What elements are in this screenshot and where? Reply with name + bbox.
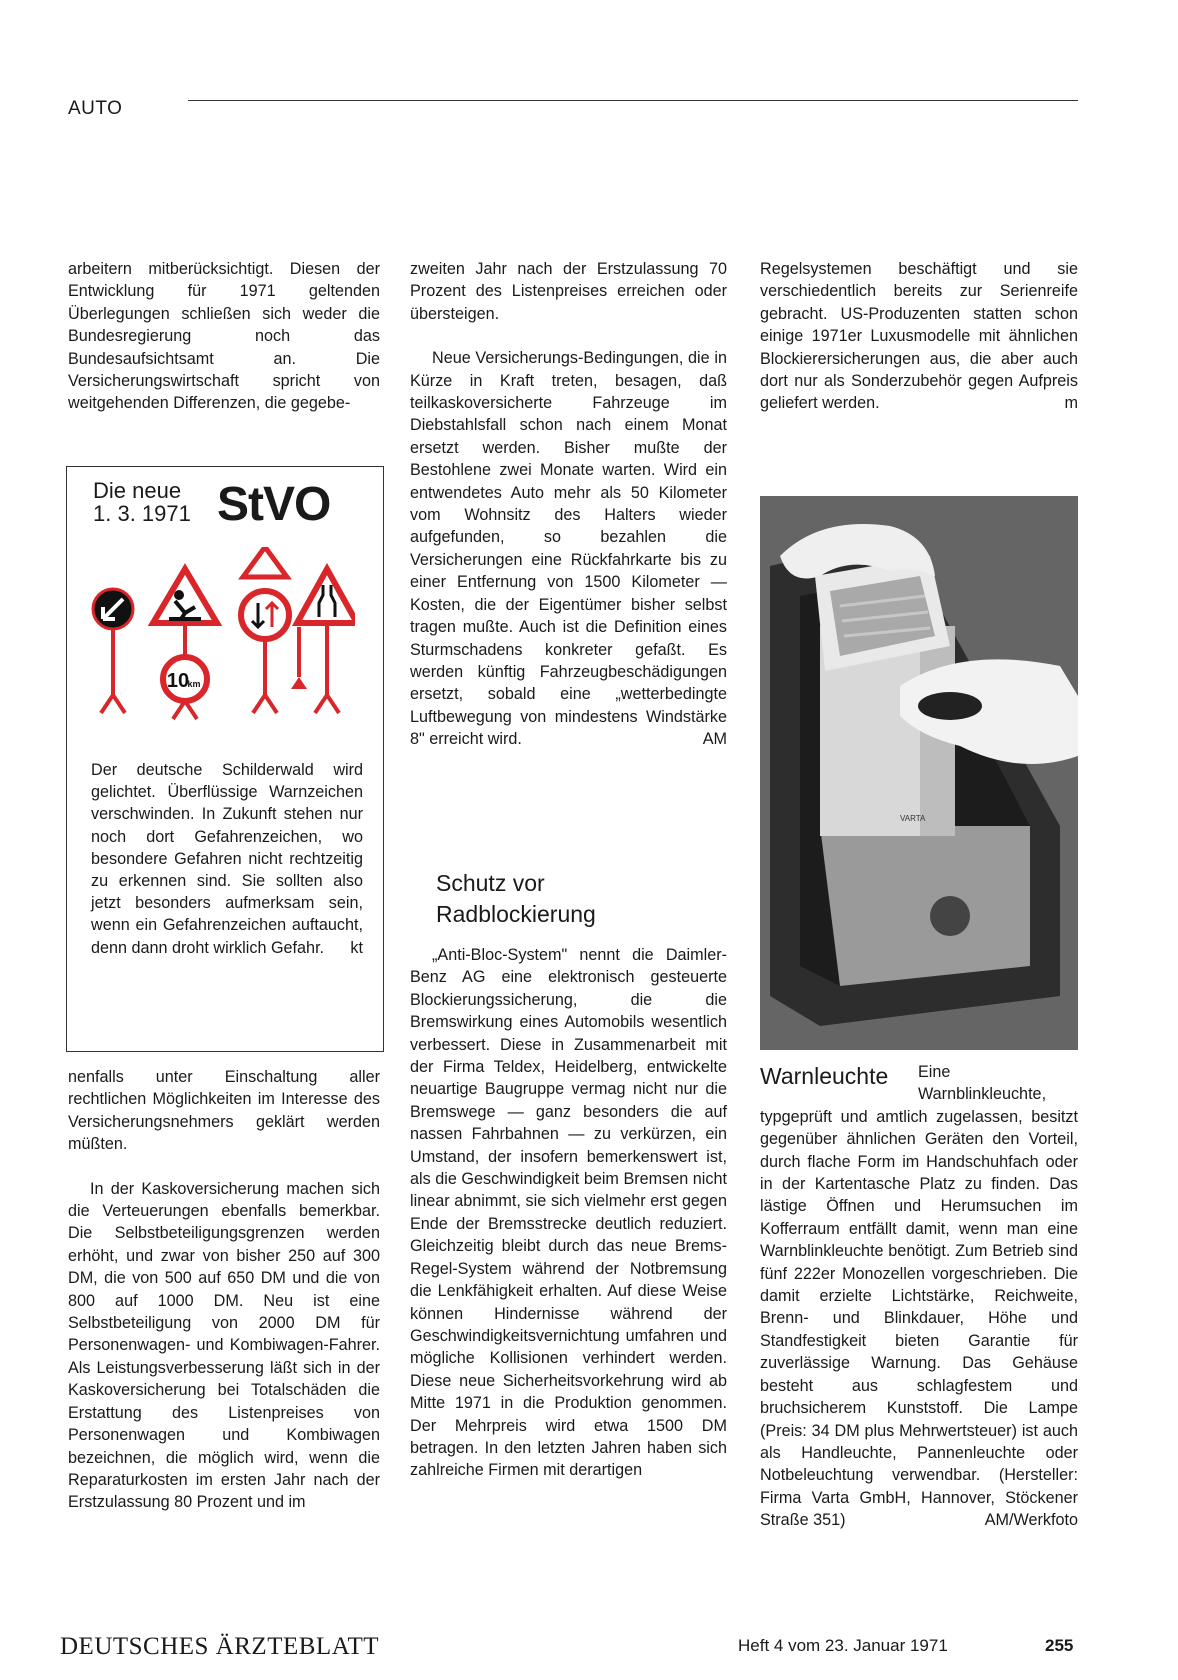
warning-lamp-photo: [760, 496, 1078, 1050]
paragraph-body: Neue Versicherungs-Bedingungen, die in Kürze in Kraft treten, besagen, daß teilkaskoversicherte Fahrzeuge im Diebstahlsfall schon nach einem Monat ersetzt werden. Bisher mußte der Bestohlene zwei Monate warten. Wird ein entwendetes Auto mehr als 50 Kilometer vom Wohnsitz des Halters wieder aufgefunden, so bezahlen die Versicherungen eine Rückfahrkarte bis zu einer Entfernung von 1500 Kilometer — Kosten, die der Eigentümer bisher selbst tragen mußte. Auch ist die Definition eines Sturmschadens konkreter gefaßt. Es werden künftig Fahrzeugbeschädigungen ersetzt, sobald eine „wetterbedingte Luftbewegung von mindestens Windstärke 8" erreicht wird.: [410, 349, 727, 749]
heading-line-1: Schutz vor: [436, 870, 545, 896]
paragraph: In der Kaskoversicherung machen sich die Verteuerungen ebenfalls bemerkbar. Die Selbstbeteiligungsgrenzen werden erhöht, und zwar von bisher 250 auf 300 DM, die von 500 auf 650 DM und die von 800 auf 1000 DM. Neu ist eine Selbstbeteiligung von 2000 DM für Personenwagen- und Kombiwagen-Fahrer. Als Leistungsverbesserung läßt sich in der Kaskoversicherung bei Totalschäden die Erstattung des Listenpreises von Personenwagen und Kombiwagen bezeichnen, die möglich wird, wenn die Reparaturkosten im ersten Jahr nach der Erstzulassung 80 Prozent und im: [68, 1179, 380, 1512]
stvo-info-box: [66, 466, 384, 1052]
speed-limit-label: 10: [166, 670, 190, 692]
paragraph: nenfalls unter Einschaltung aller rechtlichen Möglichkeiten im Interesse des Versicherungsnehmers geklärt werden müßten.: [68, 1068, 380, 1154]
column-3-bottom: [760, 1061, 1078, 1532]
column-2-top: [410, 258, 727, 751]
lamp-brand-label: VARTA: [900, 814, 926, 823]
stvo-big-title: StVO: [217, 478, 331, 531]
stvo-box-body: Der deutsche Schilderwald wird gelichtet. Überflüssige Warnzeichen verschwinden. In Zukunft stehen nur noch dort Gefahrenzeichen, wo besondere Gefahren nicht rechtzeitig zu erkennen sind. Sie sollten also jetzt besonders aufmerksam sein, wenn ein Gefahrenzeichen auftaucht, denn dann droht wirklich Gefahr.: [91, 761, 363, 957]
author-signature: kt: [350, 938, 363, 957]
stvo-title-line-2: 1. 3. 1971: [93, 501, 191, 526]
photo-credit: AM/Werkfoto: [984, 1511, 1078, 1530]
author-signature: m: [1064, 394, 1078, 413]
stvo-title-line-1: Die neue: [93, 478, 182, 503]
column-3-top: [760, 258, 1078, 415]
column-2-bottom: [410, 944, 727, 1482]
paragraph: zweiten Jahr nach der Erstzulassung 70 Prozent des Listenpreises erreichen oder übersteigen.: [410, 260, 727, 323]
paragraph: [760, 1061, 1078, 1532]
traffic-signs-illustration: [85, 547, 355, 737]
paragraph-body: Regelsystemen beschäftigt und sie verschiedentlich bereits zur Serienreife gebracht. US-Produzenten statten schon einige 1971er Luxusmodelle mit ähnlichen Blockierersicherungen aus, die aber auch dort nur als Sonderzubehör gegen Aufpreis geliefert werden.: [760, 260, 1078, 413]
paragraph: arbeitern mitberücksichtigt. Diesen der Entwicklung für 1971 geltenden Überlegungen schließen sich weder die Bundesregierung noch das Bundesaufsichtsamt an. Die Versicherungswirtschaft spricht von weitgehenden Differenzen, die gegebe-: [68, 260, 380, 413]
header-rule: [188, 100, 1078, 101]
section-label: AUTO: [68, 98, 123, 119]
paragraph-body: Eine Warnblinkleuchte, typgeprüft und amtlich zugelassen, besitzt gegenüber ähnlichen Geräten den Vorteil, durch flache Form im Handschuhfach oder in der Kartentasche Platz zu finden. Das lästige Öffnen und Herumsuchen im Kofferraum entfällt damit, wenn man eine Warnblinkleuchte benötigt. Zum Betrieb sind fünf 222er Monozellen vorgeschrieben. Die damit erzielte Lichtstärke, Reichweite, Brenn- und Blinkdauer, Höhe und Standfestigkeit bieten Garantie für zuverlässige Warnung. Das Gehäuse besteht aus schlagfestem und bruchsicherem Kunststoff. Die Lampe (Preis: 34 DM plus Mehrwertsteuer) ist auch als Handleuchte, Pannenleuchte oder Notbeleuchtung verwendbar. (Hersteller: Firma Varta GmbH, Hannover, Stöckener Straße 351): [760, 1063, 1078, 1530]
two-way-traffic-sign-icon: [241, 547, 289, 713]
author-signature: AM: [702, 730, 727, 749]
paragraph: „Anti-Bloc-System" nennt die Daimler-Benz AG eine elektronisch gesteuerte Blockierungssicherung, die die Bremswirkung eines Automobils wesentlich verbessert. Diese in Zusammenarbeit mit der Firma Teldex, Heidelberg, entwickelte neuartige Baugruppe vermag nicht nur die Bremswege — ganz besonders die auf nassen Fahrbahnen — zu verkürzen, ein Umstand, der insofern bemerkenswert ist, als die Geschwindigkeit beim Bremsen nicht linear abnimmt, sie sich vielmehr erst gegen Ende der Bremsstrecke deutlich reduziert. Gleichzeitig bleibt durch das neue Brems-Regel-System während der Notbremsung die Lenkfähigkeit erhalten. Auf diese Weise können Hindernisse während der Geschwindigkeitsvernichtung umfahren und mögliche Kollisionen verhindert werden. Diese neue Sicherheitsvorkehrung wird ab Mitte 1971 in die Produktion genommen. Der Mehrpreis wird etwa 1500 DM betragen. In den letzten Jahren haben sich zahlreiche Firmen mit derartigen: [410, 946, 727, 1480]
issue-info: Heft 4 vom 23. Januar 1971: [738, 1636, 948, 1655]
mandatory-direction-sign-icon: [93, 589, 133, 713]
article-heading-schutz: [436, 868, 596, 930]
road-narrows-sign-icon: [291, 569, 355, 713]
journal-name: DEUTSCHES ÄRZTEBLATT: [60, 1633, 380, 1660]
paragraph: [410, 347, 727, 750]
stvo-box-title: [93, 479, 191, 525]
roadworks-warning-sign-icon: [153, 569, 217, 719]
heading-line-2: Radblockierung: [436, 901, 596, 927]
paragraph: [760, 258, 1078, 415]
stvo-box-text: [91, 759, 363, 959]
column-1-bottom: [68, 1066, 380, 1514]
page-number: 255: [1045, 1636, 1074, 1655]
column-1-top: [68, 258, 380, 415]
speed-limit-unit: km: [187, 679, 201, 689]
article-heading-warnleuchte: Warnleuchte: [760, 1063, 889, 1089]
